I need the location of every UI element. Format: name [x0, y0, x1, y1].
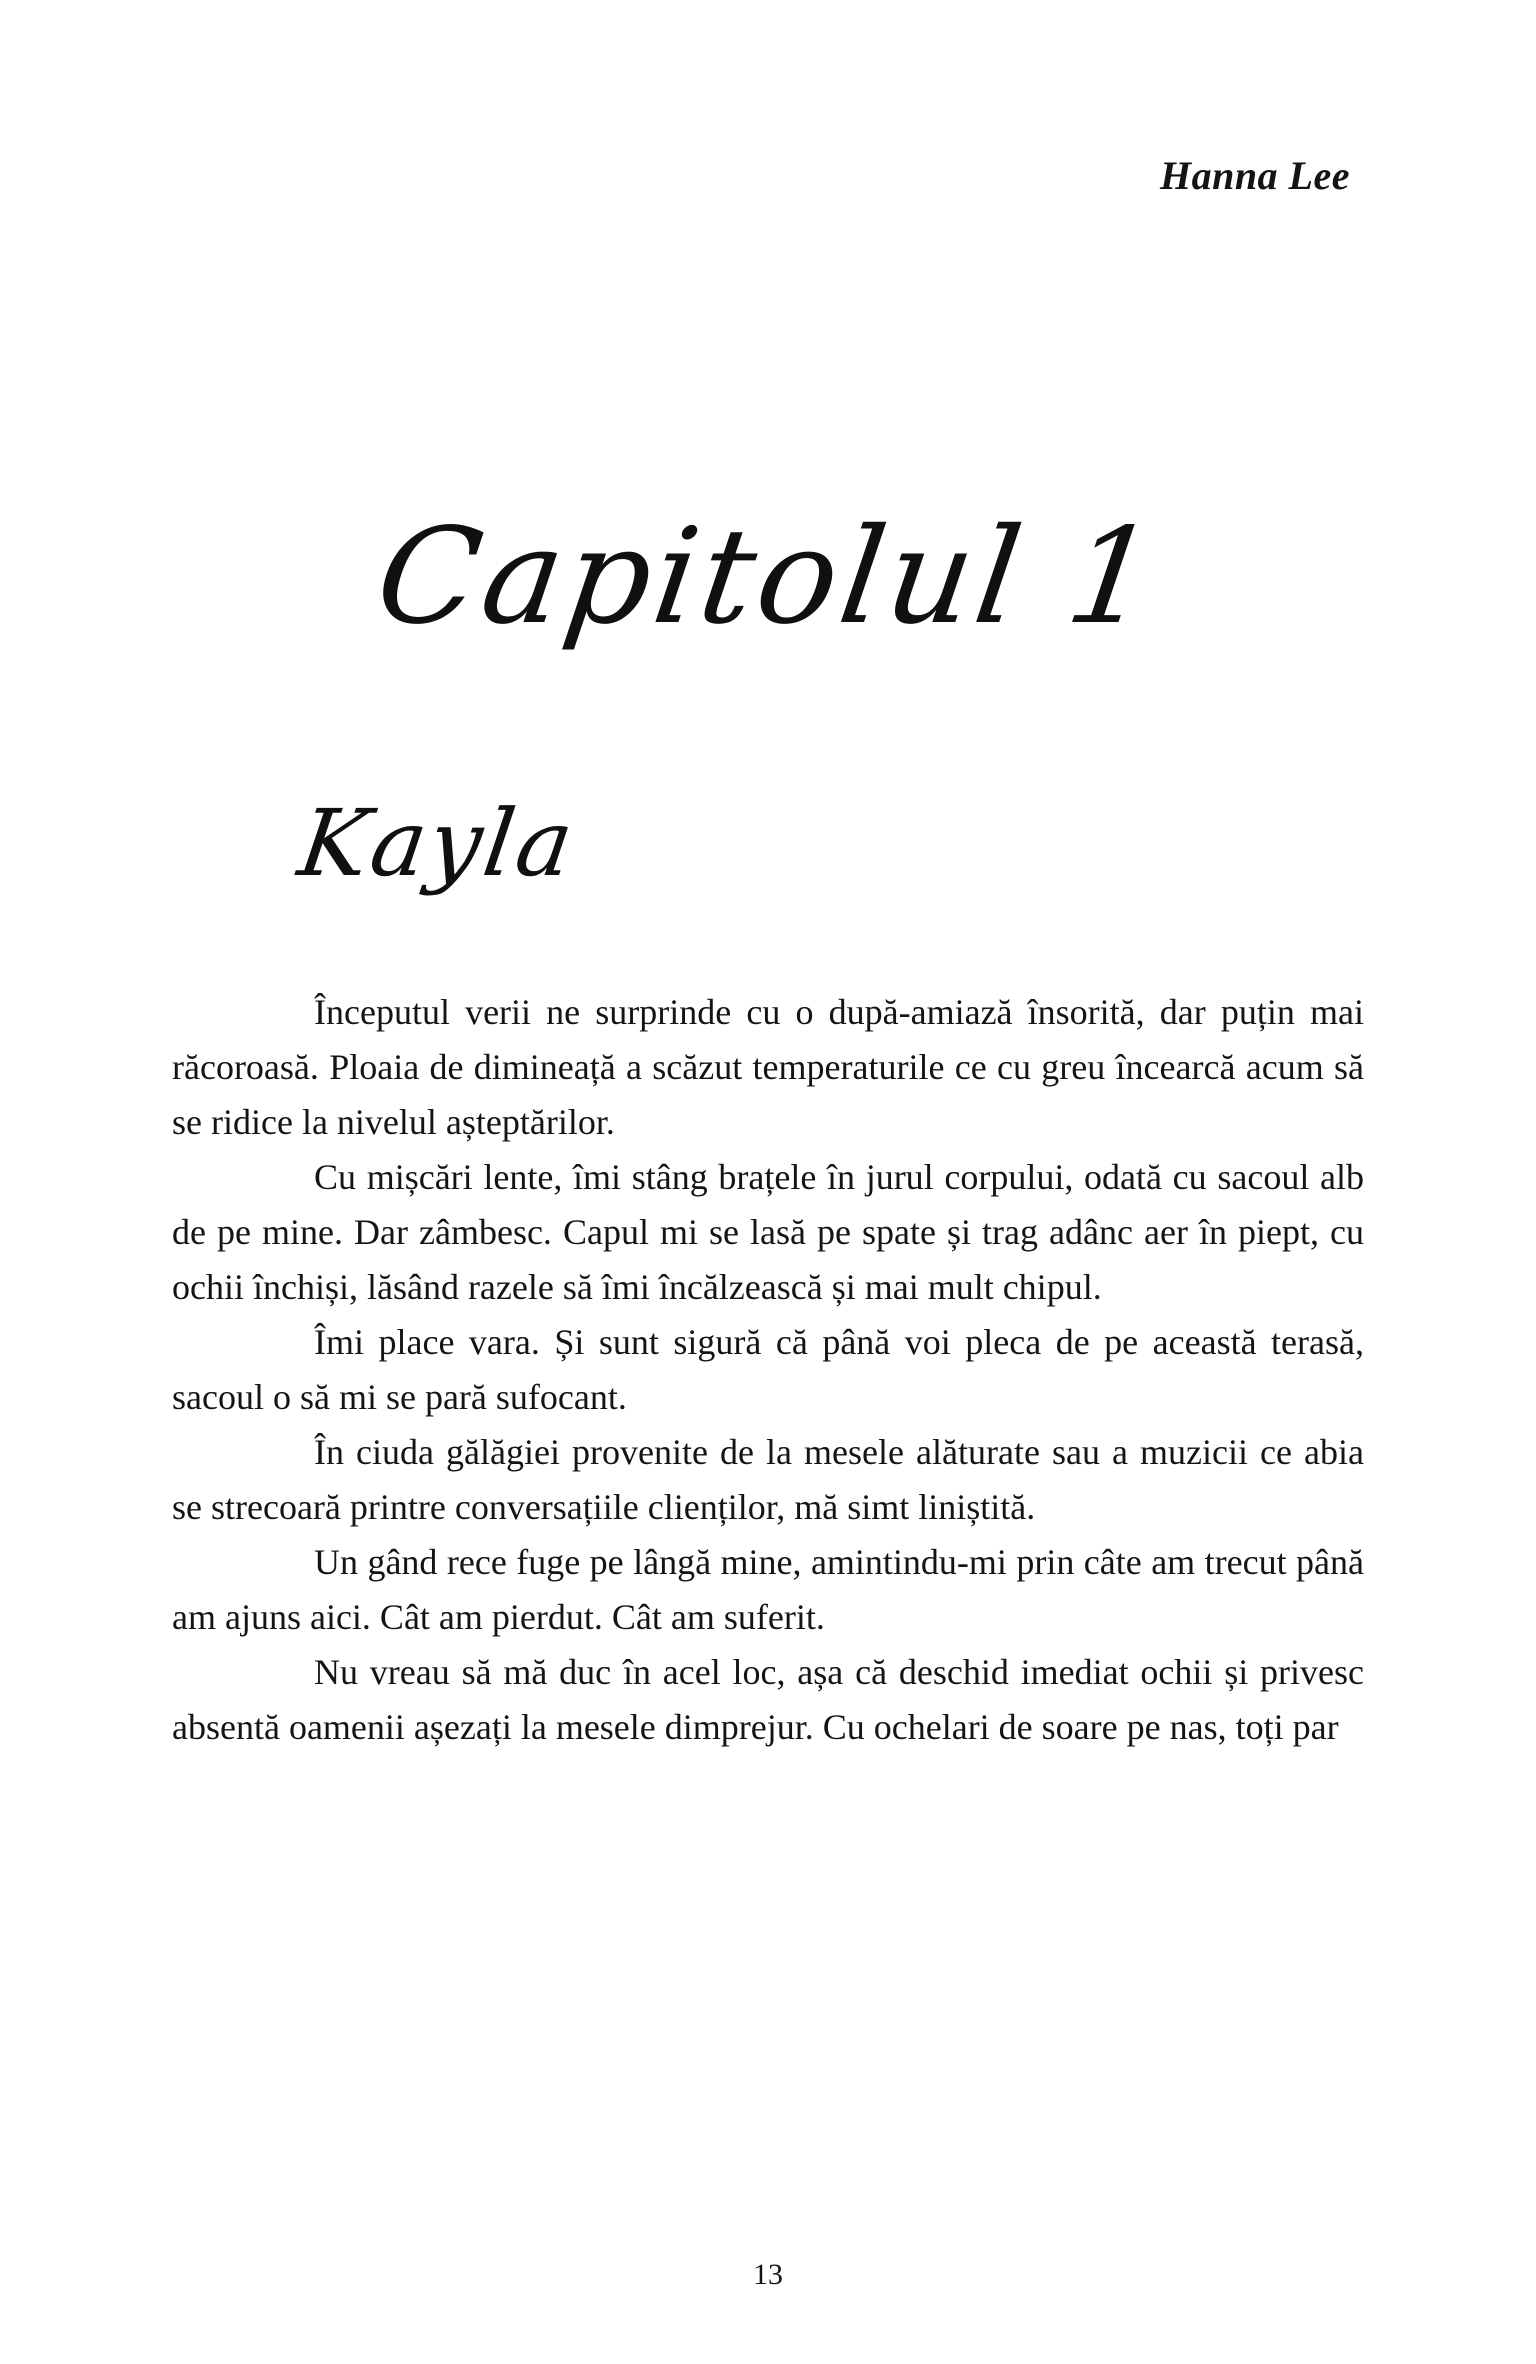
paragraph-3: Îmi place vara. Și sunt sigură că până voi pleca de pe această terasă, sacoul o să mi se pară sufocant.	[172, 1322, 1364, 1417]
paragraph-2: Cu mișcări lente, îmi stâng brațele în jurul corpului, odată cu sacoul alb de pe mine. Dar zâmbesc. Capul mi se lasă pe spate și trag adânc aer în piept, cu ochii închiși, lăsând razele să îmi încălzească și mai mult chipul.	[172, 1157, 1364, 1307]
page-number: 13	[753, 2258, 783, 2291]
paragraph-5: Un gând rece fuge pe lângă mine, amintindu-mi prin câte am trecut până am ajuns aici. Cât am pierdut. Cât am suferit.	[172, 1542, 1364, 1637]
author-header: Hanna Lee	[1159, 153, 1350, 198]
paragraph-1: Începutul verii ne surprinde cu o după-amiază însorită, dar puțin mai răcoroasă. Ploaia de dimineață a scăzut temperaturile ce cu greu încearcă acum să se ridice la nivelul așteptărilor.	[172, 992, 1364, 1142]
paragraph-6: Nu vreau să mă duc în acel loc, așa că deschid imediat ochii și privesc absentă oamenii așezați la mesele dimprejur. Cu ochelari de soare pe nas, toți par	[172, 1652, 1364, 1747]
paragraph-4: În ciuda gălăgiei provenite de la mesele alăturate sau a muzicii ce abia se strecoară printre conversațiile clienților, mă simt liniștită.	[172, 1432, 1364, 1527]
body-text	[172, 985, 1364, 1755]
pov-name: Kayla	[292, 790, 583, 897]
chapter-title: Capitolul 1	[368, 500, 1168, 654]
